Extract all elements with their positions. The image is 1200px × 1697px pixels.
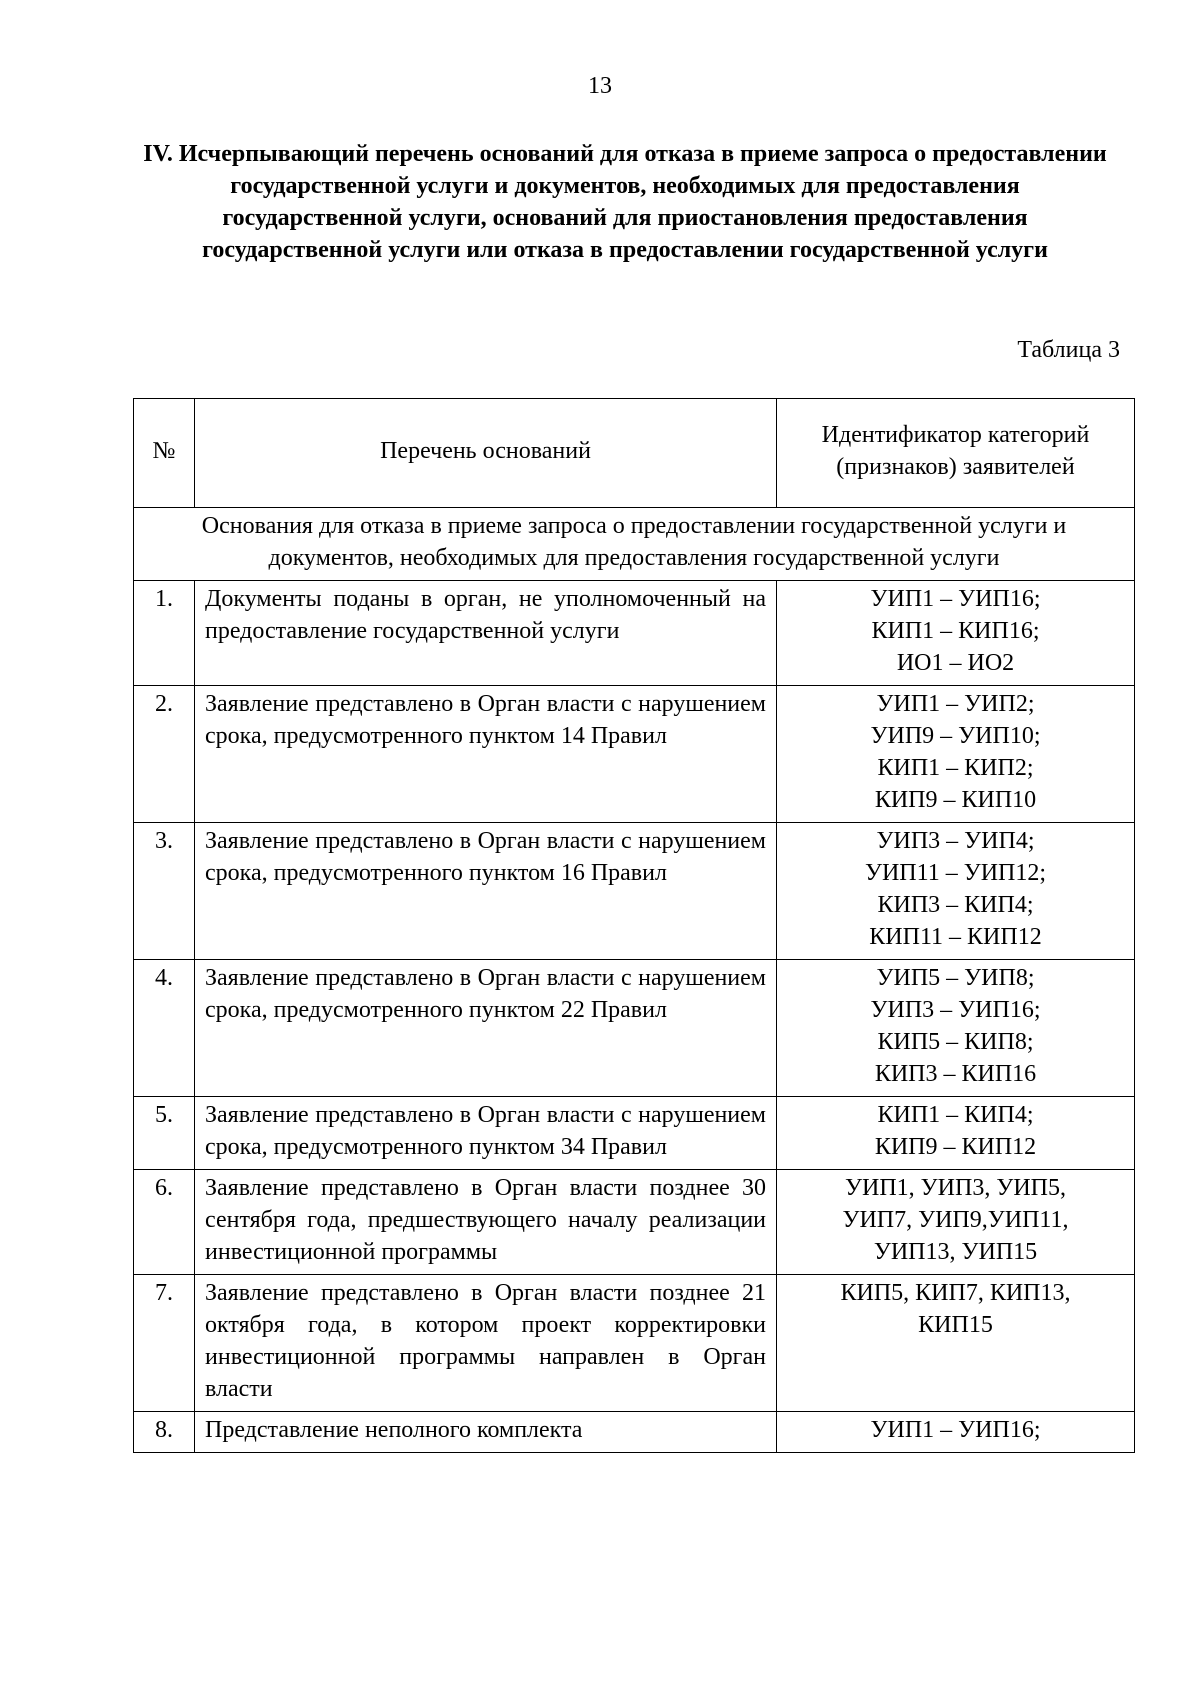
identifier-line: КИП3 – КИП16 (874, 1061, 1037, 1087)
row-ground-text: Заявление представлено в Орган власти с нарушением срока, предусмотренного пунктом 14 Правил (195, 686, 777, 823)
row-number: 5. (134, 1097, 195, 1170)
row-ground-text: Представление неполного комплекта (195, 1412, 777, 1453)
row-identifiers (777, 1170, 1135, 1275)
identifier-line: УИП11 – УИП12; (864, 860, 1047, 886)
identifier-line: КИП1 – КИП4; (877, 1102, 1034, 1128)
row-ground-text: Заявление представлено в Орган власти с нарушением срока, предусмотренного пунктом 34 Правил (195, 1097, 777, 1170)
identifier-line: ИО1 – ИО2 (896, 650, 1015, 676)
row-number: 7. (134, 1275, 195, 1412)
table-header-row (134, 399, 1135, 508)
table-body (134, 508, 1135, 1453)
identifier-line: УИП7, УИП9,УИП11, (842, 1207, 1069, 1233)
identifier-line: УИП1 – УИП16; (870, 586, 1041, 612)
identifier-line: КИП9 – КИП12 (874, 1134, 1037, 1160)
identifier-line: КИП15 (918, 1312, 993, 1338)
table-row (134, 1097, 1135, 1170)
identifier-line: КИП11 – КИП12 (869, 924, 1042, 950)
row-identifiers (777, 1097, 1135, 1170)
row-identifiers (777, 581, 1135, 686)
table-caption: Таблица 3 (1017, 337, 1120, 363)
identifier-line: УИП3 – УИП16; (870, 997, 1041, 1023)
header-identifier: Идентификатор категорий (признаков) заявителей (777, 399, 1135, 508)
row-number: 8. (134, 1412, 195, 1453)
table-row (134, 686, 1135, 823)
row-number: 4. (134, 960, 195, 1097)
row-identifiers (777, 823, 1135, 960)
identifier-line: УИП3 – УИП4; (876, 828, 1035, 854)
section-title: Основания для отказа в приеме запроса о предоставлении государственной услуги и документов, необходимых для предоставления государственной услуги (134, 508, 1135, 581)
row-number: 2. (134, 686, 195, 823)
row-identifiers (777, 1412, 1135, 1453)
table-row (134, 581, 1135, 686)
row-number: 6. (134, 1170, 195, 1275)
row-ground-text: Заявление представлено в Орган власти позднее 21 октября года, в котором проект корректировки инвестиционной программы направлен в Орган власти (195, 1275, 777, 1412)
identifier-line: УИП1, УИП3, УИП5, (845, 1175, 1066, 1201)
row-ground-text: Заявление представлено в Орган власти с нарушением срока, предусмотренного пунктом 16 Правил (195, 823, 777, 960)
row-identifiers (777, 960, 1135, 1097)
row-ground-text: Заявление представлено в Орган власти позднее 30 сентября года, предшествующего началу реализации инвестиционной программы (195, 1170, 777, 1275)
identifier-line: КИП3 – КИП4; (877, 892, 1034, 918)
table-row (134, 823, 1135, 960)
identifier-line: УИП1 – УИП16; (870, 1417, 1041, 1443)
identifier-line: КИП5, КИП7, КИП13, (840, 1280, 1071, 1306)
identifier-line: УИП9 – УИП10; (870, 723, 1041, 749)
identifier-line: УИП1 – УИП2; (876, 691, 1035, 717)
row-identifiers (777, 1275, 1135, 1412)
table-row (134, 1170, 1135, 1275)
page-number: 13 (588, 73, 612, 99)
table-row (134, 1412, 1135, 1453)
row-number: 1. (134, 581, 195, 686)
identifier-line: УИП13, УИП15 (873, 1239, 1038, 1265)
section-heading: IV. Исчерпывающий перечень оснований для отказа в приеме запроса о предоставлении государственной услуги и документов, необходимых для предоставления государственной услуги, оснований для приостановления предоставления государственной услуги или отказа в предоставлении государственной услуги (143, 141, 1107, 263)
identifier-line: КИП5 – КИП8; (877, 1029, 1034, 1055)
table-row (134, 1275, 1135, 1412)
row-identifiers (777, 686, 1135, 823)
row-number: 3. (134, 823, 195, 960)
identifier-line: КИП1 – КИП2; (877, 755, 1034, 781)
row-ground-text: Заявление представлено в Орган власти с нарушением срока, предусмотренного пунктом 22 Правил (195, 960, 777, 1097)
header-grounds: Перечень оснований (195, 399, 777, 508)
header-num: № (134, 399, 195, 508)
table-section-row (134, 508, 1135, 581)
identifier-line: КИП1 – КИП16; (871, 618, 1040, 644)
row-ground-text: Документы поданы в орган, не уполномоченный на предоставление государственной услуги (195, 581, 777, 686)
identifier-line: УИП5 – УИП8; (876, 965, 1035, 991)
identifier-line: КИП9 – КИП10 (874, 787, 1037, 813)
table-row (134, 960, 1135, 1097)
grounds-table (133, 398, 1135, 1453)
